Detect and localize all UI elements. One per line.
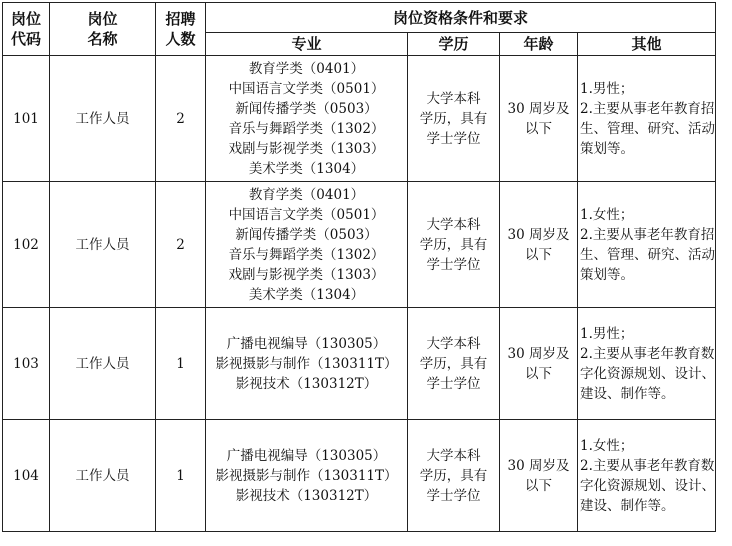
table-row [3,308,716,420]
other-line: 2.主要从事老年教育招生、管理、研究、活动策划等。 [580,100,715,157]
major-cell [206,308,408,420]
header-text: 岗位 [87,10,118,28]
major-item: 音乐与舞蹈学类（1302） [228,120,385,137]
position-name: 工作人员 [50,420,156,532]
table-row [3,420,716,532]
header-text: 人数 [165,30,196,48]
education-cell [408,308,500,420]
major-item: 新闻传播学类（0503） [235,226,378,243]
other-cell [578,308,716,420]
position-code: 103 [3,308,50,420]
age-line: 30 周岁及 [507,345,570,362]
major-item: 教育学类（0401） [248,60,365,77]
major-item: 广播电视编导（130305） [226,447,387,464]
age-line: 以下 [525,120,552,137]
other-line: 2.主要从事老年教育招生、管理、研究、活动策划等。 [580,226,715,283]
education-line: 学历，具有 [419,467,488,484]
major-item: 音乐与舞蹈学类（1302） [228,246,385,263]
header-position-name [50,3,156,56]
education-line: 学士学位 [426,375,481,392]
header-requirements: 岗位资格条件和要求 [206,3,716,33]
major-item: 美术学类（1304） [248,160,365,177]
age-cell [500,182,578,308]
education-line: 学士学位 [426,130,481,147]
education-line: 大学本科 [426,90,481,107]
major-item: 影视技术（130312T） [235,487,378,504]
age-line: 以下 [525,365,552,382]
recruit-count: 1 [156,420,206,532]
other-cell [578,182,716,308]
header-text: 岗位 [10,10,41,28]
major-item: 新闻传播学类（0503） [235,100,378,117]
age-line: 30 周岁及 [507,100,570,117]
other-line: 1.男性； [580,325,634,342]
age-line: 以下 [525,246,552,263]
major-item: 广播电视编导（130305） [226,335,387,352]
other-line: 1.男性； [580,80,634,97]
major-item: 中国语言文学类（0501） [228,206,385,223]
header-other: 其他 [578,33,716,56]
header-text: 招聘 [165,10,196,28]
major-item: 美术学类（1304） [248,286,365,303]
age-line: 以下 [525,477,552,494]
education-line: 学历，具有 [419,110,488,127]
header-major: 专业 [206,33,408,56]
education-line: 学士学位 [426,487,481,504]
other-cell [578,56,716,182]
table-row [3,182,716,308]
recruitment-table [2,2,716,532]
major-item: 教育学类（0401） [248,186,365,203]
major-cell [206,56,408,182]
major-item: 影视摄影与制作（130311T） [215,467,398,484]
header-recruit-count [156,3,206,56]
position-code: 104 [3,420,50,532]
recruit-count: 2 [156,56,206,182]
position-code: 101 [3,56,50,182]
education-line: 大学本科 [426,335,481,352]
age-line: 30 周岁及 [507,226,570,243]
position-code: 102 [3,182,50,308]
header-text: 代码 [10,30,41,48]
major-item: 影视摄影与制作（130311T） [215,355,398,372]
education-cell [408,56,500,182]
age-cell [500,56,578,182]
position-name: 工作人员 [50,56,156,182]
position-name: 工作人员 [50,182,156,308]
header-age: 年龄 [500,33,578,56]
age-cell [500,308,578,420]
education-line: 大学本科 [426,216,481,233]
other-line: 1.女性； [580,206,634,223]
header-text: 名称 [87,30,118,48]
other-cell [578,420,716,532]
major-cell [206,182,408,308]
age-cell [500,420,578,532]
header-position-code [3,3,50,56]
education-line: 学士学位 [426,256,481,273]
major-item: 戏剧与影视学类（1303） [228,266,385,283]
header-education: 学历 [408,33,500,56]
major-item: 中国语言文学类（0501） [228,80,385,97]
recruit-count: 2 [156,182,206,308]
education-line: 大学本科 [426,447,481,464]
major-item: 影视技术（130312T） [235,375,378,392]
other-line: 2.主要从事老年教育数字化资源规划、设计、建设、制作等。 [580,345,715,402]
education-cell [408,182,500,308]
major-item: 戏剧与影视学类（1303） [228,140,385,157]
education-line: 学历，具有 [419,236,488,253]
recruit-count: 1 [156,308,206,420]
other-line: 1.女性； [580,437,634,454]
table-row [3,56,716,182]
other-line: 2.主要从事老年教育数字化资源规划、设计、建设、制作等。 [580,457,715,514]
position-name: 工作人员 [50,308,156,420]
education-line: 学历，具有 [419,355,488,372]
major-cell [206,420,408,532]
age-line: 30 周岁及 [507,457,570,474]
education-cell [408,420,500,532]
